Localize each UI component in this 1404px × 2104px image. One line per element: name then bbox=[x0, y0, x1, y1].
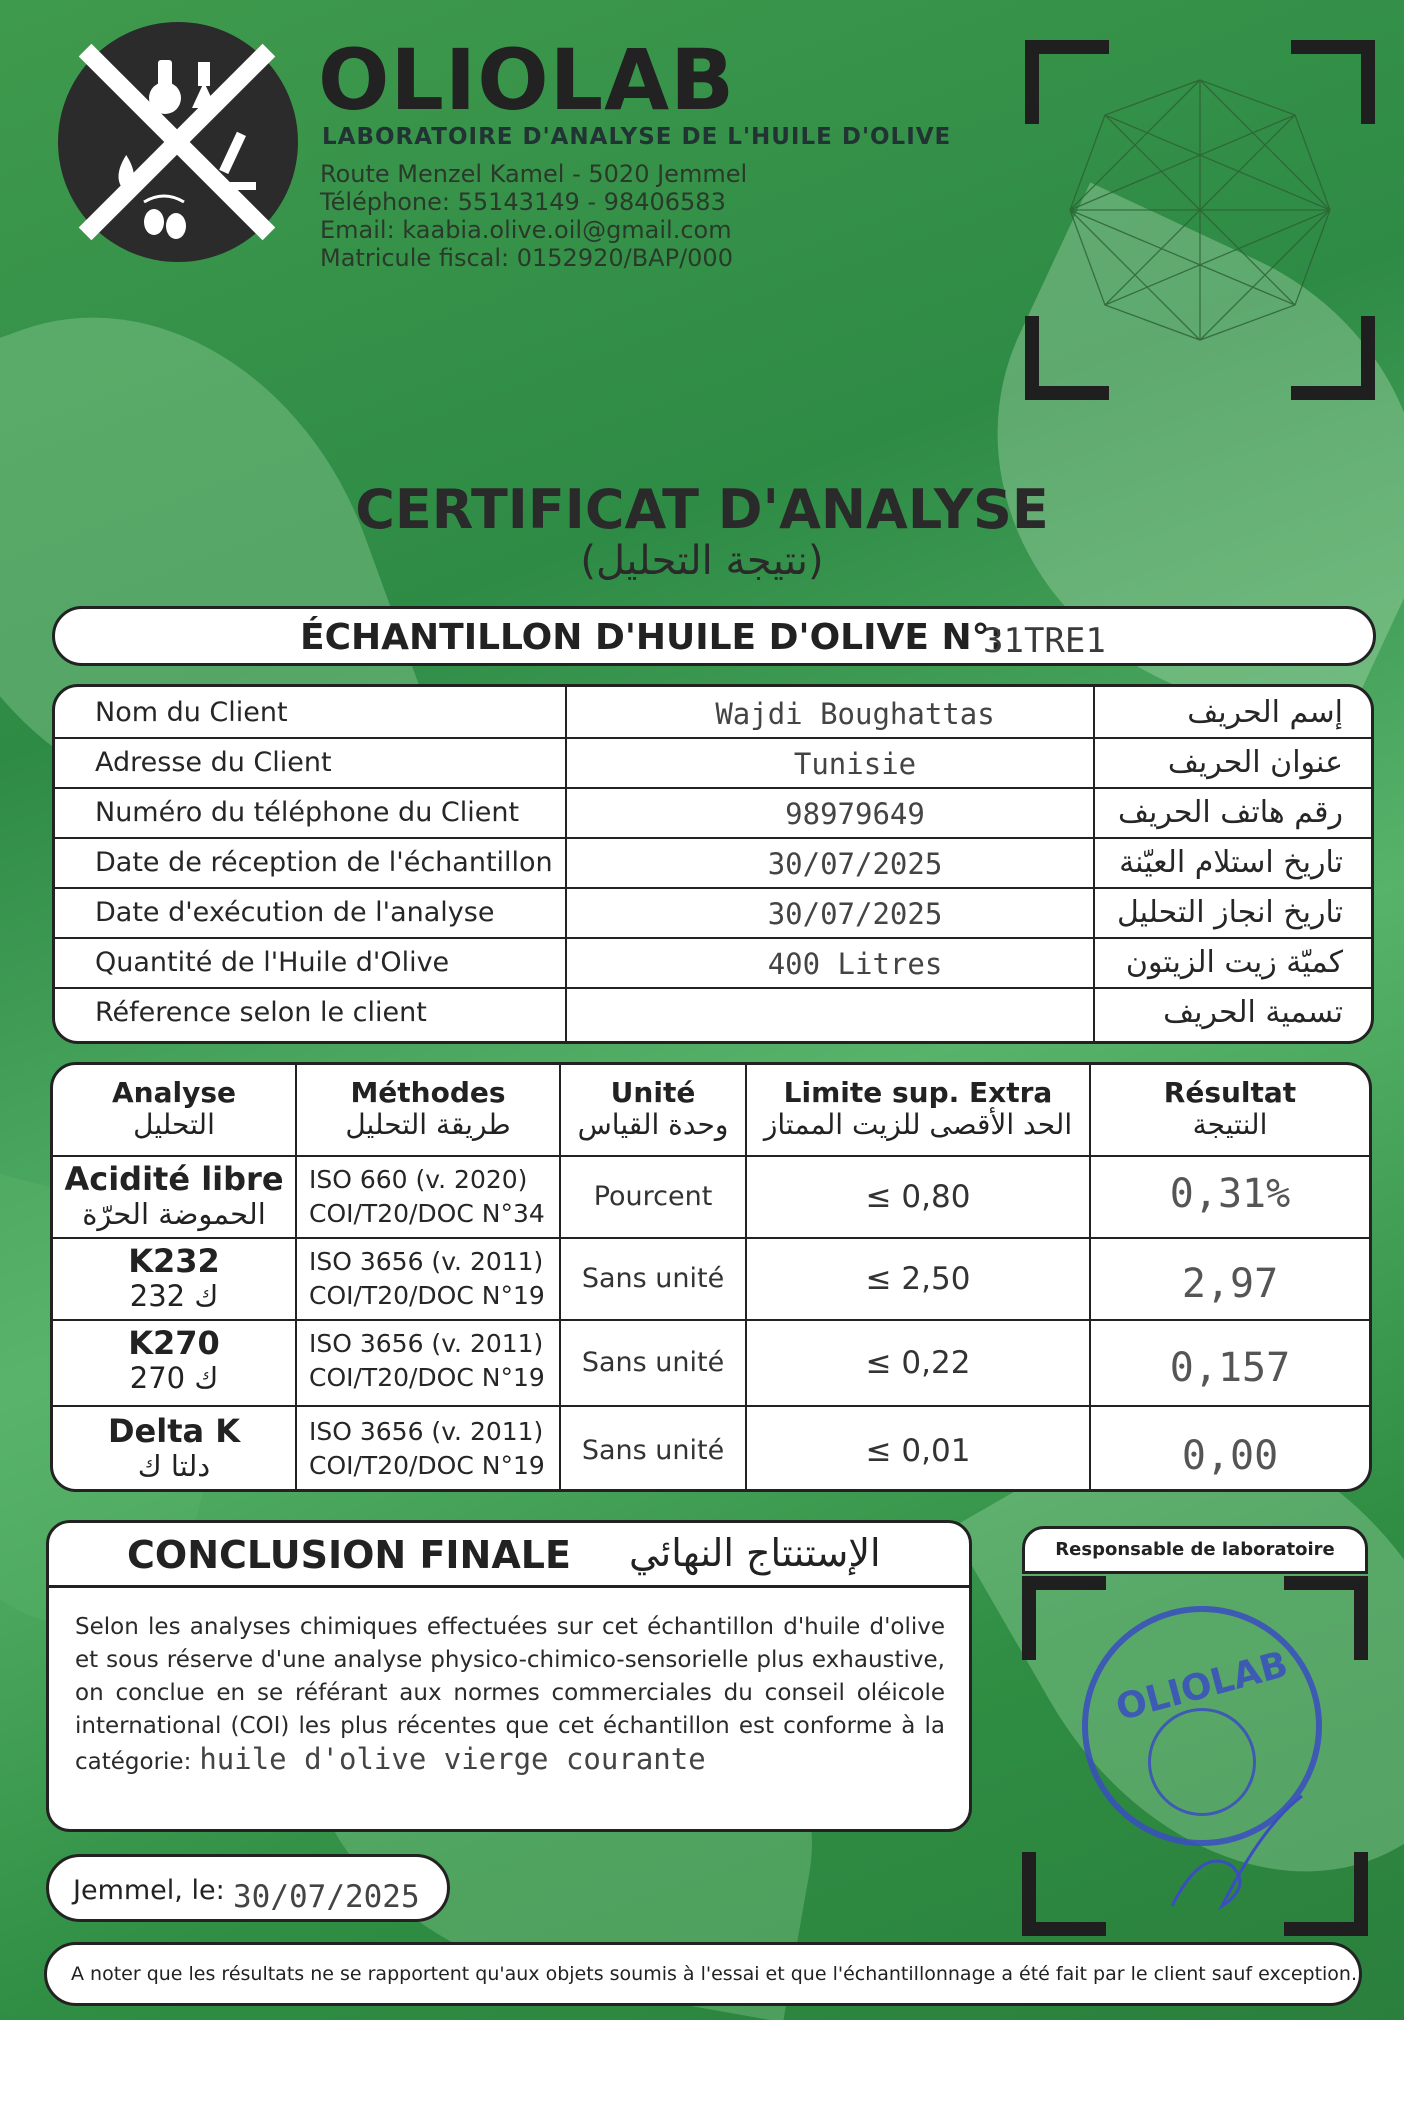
responsible-box bbox=[1022, 1526, 1368, 1574]
client-row bbox=[55, 887, 1371, 939]
client-label-arabic: تاريخ استلام العيّنة bbox=[1119, 845, 1343, 880]
microscope-icon bbox=[219, 132, 246, 174]
stamp-text: OLIOLAB bbox=[1111, 1643, 1293, 1730]
client-label-arabic: تاريخ انجاز التحليل bbox=[1116, 895, 1343, 930]
client-row bbox=[55, 687, 1371, 739]
stamp-frame bbox=[1022, 1576, 1368, 1936]
sample-number: 31TRE1 bbox=[983, 621, 1106, 661]
client-label: Adresse du Client bbox=[95, 747, 332, 778]
client-value: 30/07/2025 bbox=[767, 847, 943, 881]
date-label: Jemmel, le: bbox=[73, 1875, 225, 1906]
analysis-limit: ≤ 0,01 bbox=[865, 1433, 971, 1469]
client-label: Date d'exécution de l'analyse bbox=[95, 897, 495, 928]
lab-tax-id: Matricule fiscal: 0152920/BAP/000 bbox=[320, 244, 733, 272]
date-value: 30/07/2025 bbox=[233, 1879, 420, 1915]
analysis-result: 0,00 bbox=[1181, 1433, 1279, 1479]
conclusion-text: Selon les analyses chimiques effectuées sur cet échantillon d'huile d'olive et sous réserve d'une analyse physico-chimico-sensorielle plus exhaustive, on conclue en se référant aux normes commerciales du conseil oléicole international (COI) les plus récentes que cet échantillon est conforme à la catégorie: huile d'olive vierge courante bbox=[75, 1614, 945, 1776]
analysis-name: K232 ك 232 bbox=[128, 1242, 220, 1313]
lab-logo bbox=[58, 22, 298, 262]
client-label: Numéro du téléphone du Client bbox=[95, 797, 520, 828]
analysis-limit: ≤ 2,50 bbox=[865, 1261, 971, 1297]
footnote-text: A noter que les résultats ne se rapportent qu'aux objets soumis à l'essai et que l'échantillonnage a été fait par le client sauf exception. bbox=[71, 1963, 1358, 1985]
oil-drop-icon bbox=[119, 155, 134, 192]
client-value: 30/07/2025 bbox=[767, 897, 943, 931]
lab-name: OLIOLAB bbox=[318, 31, 736, 129]
client-label-arabic: إسم الحريف bbox=[1187, 695, 1343, 730]
conclusion-title: CONCLUSION FINALE bbox=[127, 1533, 571, 1577]
lab-address: Route Menzel Kamel - 5020 Jemmel bbox=[320, 160, 748, 188]
analysis-name: Delta K دلتا ك bbox=[107, 1412, 241, 1483]
certificate-title: CERTIFICAT D'ANALYSE bbox=[355, 478, 1049, 541]
header-methodes: Méthodes طريقة التحليل bbox=[345, 1076, 511, 1141]
analysis-unit: Sans unité bbox=[581, 1347, 725, 1378]
client-value: 400 Litres bbox=[767, 947, 943, 981]
analysis-method: ISO 3656 (v. 2011) COI/T20/DOC N°19 bbox=[309, 1329, 545, 1392]
analysis-limit: ≤ 0,80 bbox=[865, 1179, 971, 1215]
client-label: Quantité de l'Huile d'Olive bbox=[95, 947, 450, 978]
lab-subtitle: LABORATOIRE D'ANALYSE DE L'HUILE D'OLIVE bbox=[322, 124, 952, 150]
header-resultat: Résultat النتيجة bbox=[1163, 1076, 1297, 1141]
client-row bbox=[55, 987, 1371, 1037]
client-label-arabic: تسمية الحريف bbox=[1163, 995, 1343, 1030]
analysis-result: 2,97 bbox=[1181, 1261, 1279, 1307]
responsible-label: Responsable de laboratoire bbox=[1055, 1539, 1335, 1560]
sample-number-bar bbox=[52, 606, 1376, 666]
hologram-icon bbox=[1025, 40, 1375, 400]
client-value: Wajdi Boughattas bbox=[715, 697, 995, 731]
footnote-box bbox=[44, 1942, 1362, 2006]
analysis-limit: ≤ 0,22 bbox=[865, 1345, 971, 1381]
analysis-name: Acidité libre الحموضة الحرّة bbox=[64, 1160, 284, 1231]
analysis-result: 0,31% bbox=[1169, 1171, 1291, 1217]
conclusion-box bbox=[46, 1520, 972, 1832]
analysis-unit: Sans unité bbox=[581, 1263, 725, 1294]
client-label: Date de réception de l'échantillon bbox=[95, 847, 553, 878]
analysis-method: ISO 3656 (v. 2011) COI/T20/DOC N°19 bbox=[309, 1417, 545, 1480]
analysis-method: ISO 660 (v. 2020) COI/T20/DOC N°34 bbox=[309, 1165, 545, 1228]
sample-label: ÉCHANTILLON D'HUILE D'OLIVE N°: bbox=[300, 617, 1005, 658]
header-analyse: Analyse التحليل bbox=[111, 1076, 236, 1141]
header-limite: Limite sup. Extra الحد الأقصى للزيت الممتاز bbox=[763, 1076, 1073, 1141]
client-info-table bbox=[52, 684, 1374, 1044]
client-label: Nom du Client bbox=[95, 697, 288, 728]
analysis-results-table bbox=[50, 1062, 1372, 1492]
analysis-unit: Sans unité bbox=[581, 1435, 725, 1466]
signature-icon bbox=[1022, 1576, 1368, 1936]
header-unite: Unité وحدة القياس bbox=[577, 1076, 729, 1141]
date-box bbox=[46, 1854, 450, 1922]
client-label-arabic: كميّة زيت الزيتون bbox=[1125, 945, 1343, 980]
client-label-arabic: عنوان الحريف bbox=[1167, 745, 1343, 780]
analysis-result: 0,157 bbox=[1169, 1345, 1291, 1391]
conclusion-category: huile d'olive vierge courante bbox=[199, 1742, 706, 1776]
lab-email: Email: kaabia.olive.oil@gmail.com bbox=[320, 216, 732, 244]
conclusion-title-arabic: الإستنتاج النهائي bbox=[629, 1531, 881, 1575]
client-row bbox=[55, 787, 1371, 839]
security-hologram bbox=[1025, 40, 1375, 400]
analysis-unit: Pourcent bbox=[593, 1181, 713, 1212]
client-row bbox=[55, 837, 1371, 889]
client-label-arabic: رقم هاتف الحريف bbox=[1117, 795, 1343, 830]
client-value: 98979649 bbox=[785, 797, 925, 831]
client-row bbox=[55, 737, 1371, 789]
analysis-name: K270 ك 270 bbox=[128, 1324, 220, 1395]
client-row bbox=[55, 937, 1371, 989]
analysis-method: ISO 3656 (v. 2011) COI/T20/DOC N°19 bbox=[309, 1247, 545, 1310]
client-value: Tunisie bbox=[793, 747, 917, 781]
lab-phone: Téléphone: 55143149 - 98406583 bbox=[320, 188, 726, 216]
certificate-title-arabic: (نتيجة التحليل) bbox=[580, 538, 824, 584]
client-label: Réference selon le client bbox=[95, 997, 427, 1028]
